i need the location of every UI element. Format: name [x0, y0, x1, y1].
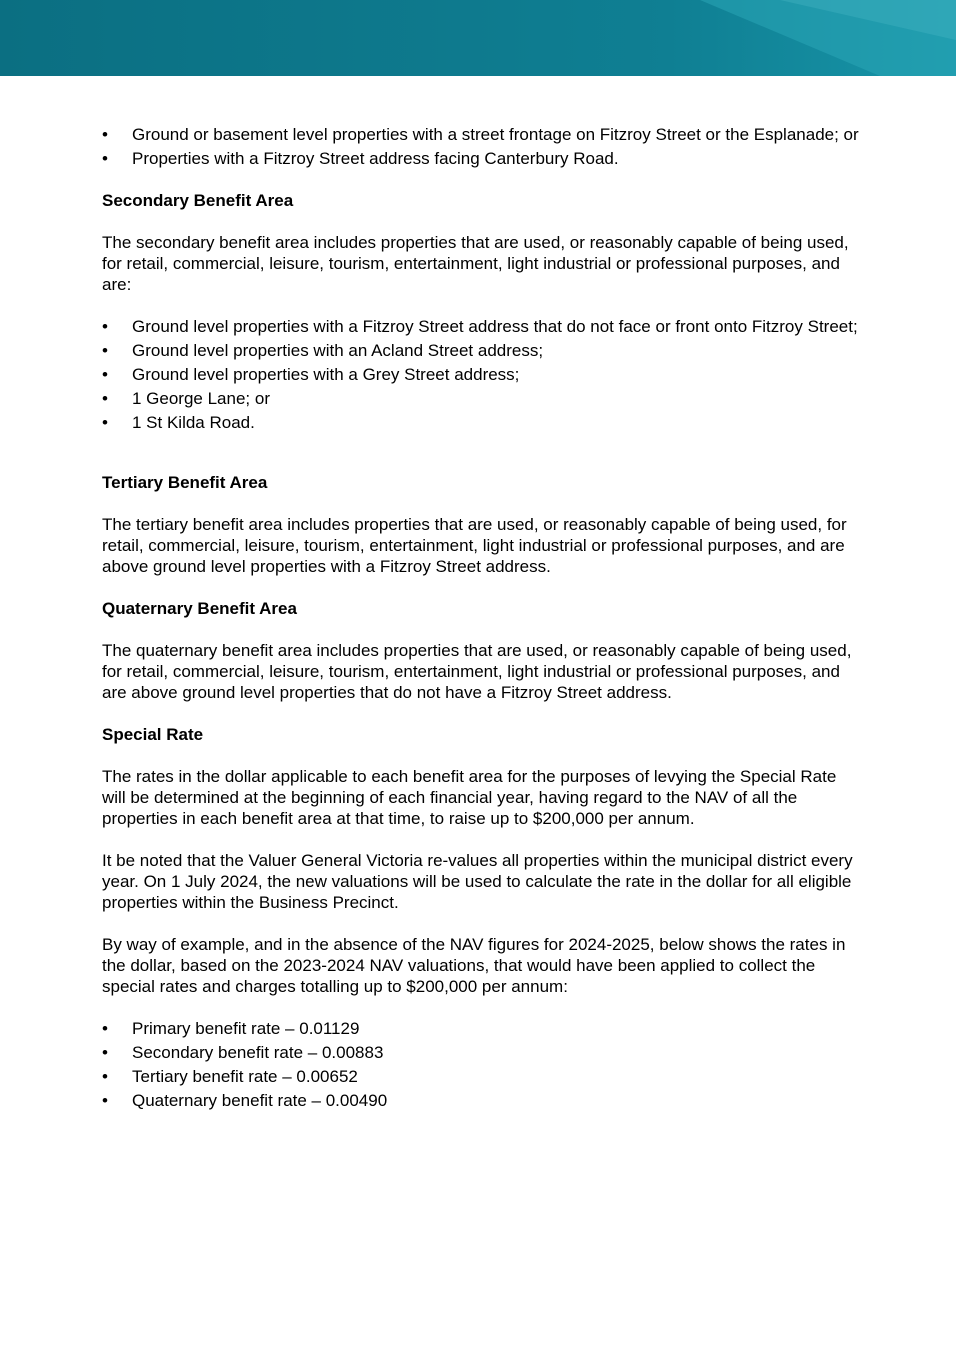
list-item: • Quaternary benefit rate – 0.00490	[102, 1091, 388, 1110]
secondary-heading: Secondary Benefit Area	[102, 191, 294, 210]
bullet-icon: •	[102, 413, 108, 432]
bullet-icon: •	[102, 365, 108, 384]
bullet-icon: •	[102, 1019, 108, 1038]
bullet-icon: •	[102, 389, 108, 408]
intro-bullet-list	[102, 124, 862, 169]
quaternary-paragraph: The quaternary benefit area includes properties that are used, or reasonably capable of being used, for retail, commercial, leisure, tourism, entertainment, light industrial or professional purposes, and are above ground level properties that do not have a Fitzroy Street address.	[102, 641, 852, 702]
bullet-icon: •	[102, 125, 108, 144]
special-rate-paragraph-1: The rates in the dollar applicable to each benefit area for the purposes of levying the Special Rate will be determined at the beginning of each financial year, having regard to the NAV of all the properties in each benefit area at that time, to raise up to $200,000 per annum.	[102, 767, 837, 828]
special-rate-paragraph-3: By way of example, and in the absence of the NAV figures for 2024-2025, below shows the rates in the dollar, based on the 2023-2024 NAV valuations, that would have been applied to collect the special rates and charges totalling up to $200,000 per annum:	[102, 935, 846, 996]
bullet-icon: •	[102, 341, 108, 360]
bullet-icon: •	[102, 317, 108, 336]
header-banner	[0, 0, 956, 76]
list-item: • 1 St Kilda Road.	[102, 413, 255, 432]
list-item: • Properties with a Fitzroy Street address facing Canterbury Road.	[102, 149, 619, 168]
rate-bullet-list	[102, 1018, 862, 1111]
bullet-icon: •	[102, 1067, 108, 1086]
tertiary-heading: Tertiary Benefit Area	[102, 473, 268, 492]
list-item: • Primary benefit rate – 0.01129	[102, 1019, 360, 1038]
secondary-bullet-list	[102, 316, 862, 433]
bullet-icon: •	[102, 149, 108, 168]
list-item: • Ground level properties with a Fitzroy Street address that do not face or front onto Fitzroy Street;	[102, 317, 858, 336]
quaternary-heading: Quaternary Benefit Area	[102, 599, 297, 618]
special-rate-paragraph-2: It be noted that the Valuer General Victoria re-values all properties within the municipal district every year. On 1 July 2024, the new valuations will be used to calculate the rate in the dollar for all eligible properties within the Business Precinct.	[102, 851, 853, 912]
special-rate-heading: Special Rate	[102, 725, 204, 744]
list-item: • 1 George Lane; or	[102, 389, 270, 408]
list-item: • Ground level properties with an Acland Street address;	[102, 341, 544, 360]
document-body	[102, 124, 862, 1114]
bullet-icon: •	[102, 1043, 108, 1062]
bullet-icon: •	[102, 1091, 108, 1110]
list-item: • Ground level properties with a Grey Street address;	[102, 365, 520, 384]
tertiary-paragraph: The tertiary benefit area includes properties that are used, or reasonably capable of being used, for retail, commercial, leisure, tourism, entertainment, light industrial or professional purposes, and are above ground level properties with a Fitzroy Street address.	[102, 515, 847, 576]
list-item: • Ground or basement level properties with a street frontage on Fitzroy Street or the Esplanade; or	[102, 125, 859, 144]
list-item: • Tertiary benefit rate – 0.00652	[102, 1067, 358, 1086]
secondary-paragraph: The secondary benefit area includes properties that are used, or reasonably capable of being used, for retail, commercial, leisure, tourism, entertainment, light industrial or professional purposes, and are:	[102, 233, 849, 294]
list-item: • Secondary benefit rate – 0.00883	[102, 1043, 384, 1062]
